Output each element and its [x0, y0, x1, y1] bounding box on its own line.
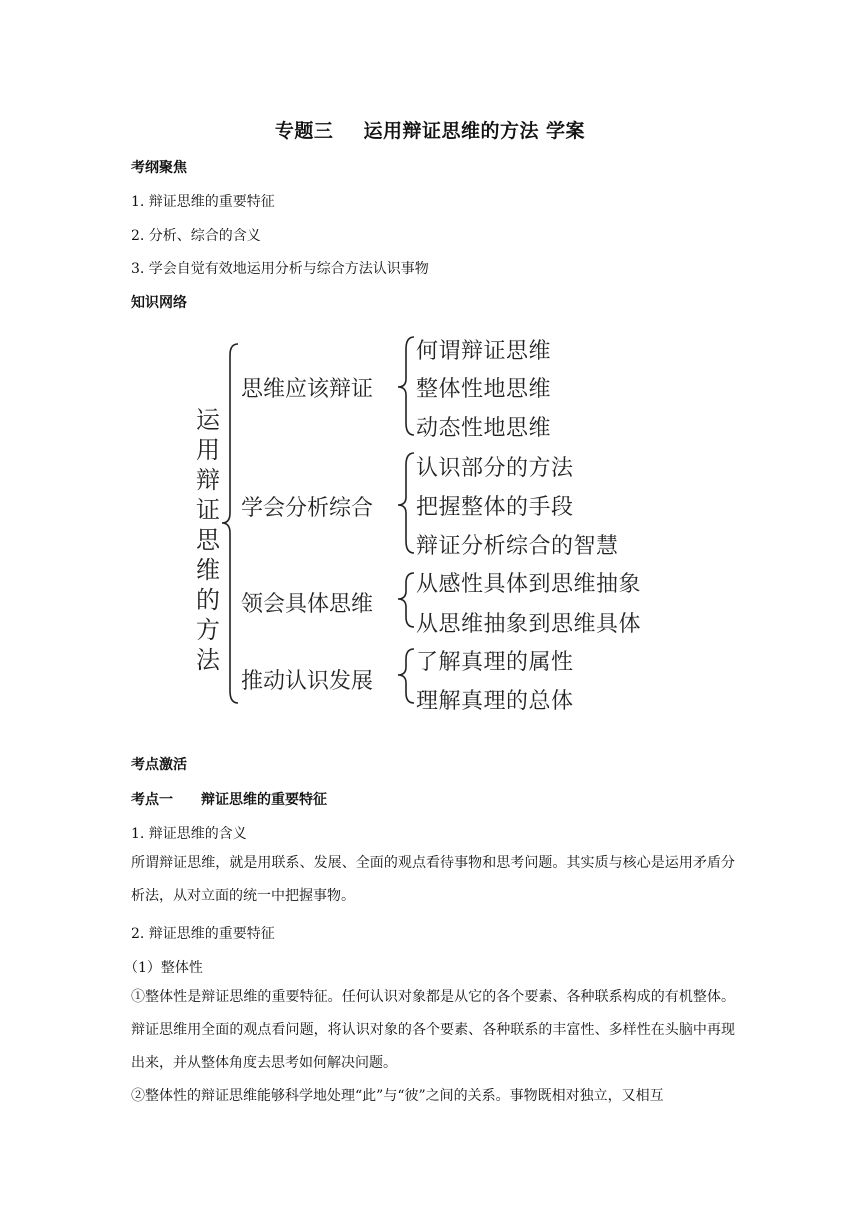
document-title [0, 116, 860, 143]
paragraph-text: ②整体性的辩证思维能够科学地处理“此”与“彼”之间的关系。事物既相对独立，又相互 [131, 1088, 664, 1104]
paragraph-this-that [131, 1080, 735, 1113]
leaf-label: 辩证分析综合的智慧 [416, 534, 619, 559]
paragraph-meaning [131, 847, 735, 913]
root-char: 辩 [196, 466, 220, 494]
root-char: 证 [196, 496, 220, 524]
outline-item-1: 1. 辩证思维的重要特征 [131, 194, 275, 210]
root-char: 维 [196, 556, 220, 584]
diagram-root-label [191, 405, 225, 675]
title-part1: 专题三 [274, 120, 334, 142]
leaf-label: 从感性具体到思维抽象 [416, 572, 642, 597]
leaf-label: 把握整体的手段 [416, 495, 574, 520]
title-part2: 运用辩证思维的方法 学案 [363, 120, 586, 142]
network-heading: 知识网络 [131, 295, 187, 311]
subheading-meaning: 1. 辩证思维的含义 [131, 826, 247, 842]
branch-label: 领会具体思维 [241, 592, 374, 617]
subheading-features: 2. 辩证思维的重要特征 [131, 926, 275, 942]
paragraph-text: 所谓辩证思维，就是用联系、发展、全面的观点看待事物和思考问题。其实质与核心是运用矛盾分析法，从对立面的统一中把握事物。 [131, 855, 735, 904]
knowledge-network-diagram [186, 327, 696, 722]
leaf-label: 整体性地思维 [416, 377, 552, 402]
paragraph-text: ①整体性是辩证思维的重要特征。任何认识对象都是从它的各个要素、各种联系构成的有机整体。辩证思维用全面的观点看问题，将认识对象的各个要素、各种联系的丰富性、多样性在头脑中再现出来，并从整体角度去思考如何解决问题。 [131, 989, 735, 1071]
branch-label: 思维应该辩证 [241, 377, 374, 402]
leaf-label: 认识部分的方法 [416, 456, 574, 481]
point1-heading: 考点一 辩证思维的重要特征 [131, 792, 327, 808]
leaf-label: 动态性地思维 [416, 416, 552, 441]
leaf-label: 何谓辩证思维 [416, 339, 552, 364]
leaf-label: 了解真理的属性 [416, 650, 574, 675]
outline-heading: 考纲聚焦 [131, 160, 187, 176]
activate-heading: 考点激活 [131, 757, 187, 773]
leaf-label: 理解真理的总体 [416, 689, 574, 714]
outline-item-3: 3. 学会自觉有效地运用分析与综合方法认识事物 [131, 261, 429, 277]
root-char: 的 [196, 586, 220, 614]
root-char: 运 [196, 406, 220, 434]
outline-item-2: 2. 分析、综合的含义 [131, 228, 261, 244]
subheading-wholeness: （1）整体性 [124, 960, 203, 976]
branch-label: 学会分析综合 [241, 496, 374, 521]
branch-label: 推动认识发展 [241, 669, 374, 694]
root-char: 方 [196, 616, 220, 644]
root-char: 用 [196, 436, 220, 464]
leaf-label: 从思维抽象到思维具体 [416, 612, 642, 637]
root-char: 法 [196, 646, 220, 674]
root-char: 思 [196, 526, 220, 554]
paragraph-wholeness [131, 981, 735, 1080]
